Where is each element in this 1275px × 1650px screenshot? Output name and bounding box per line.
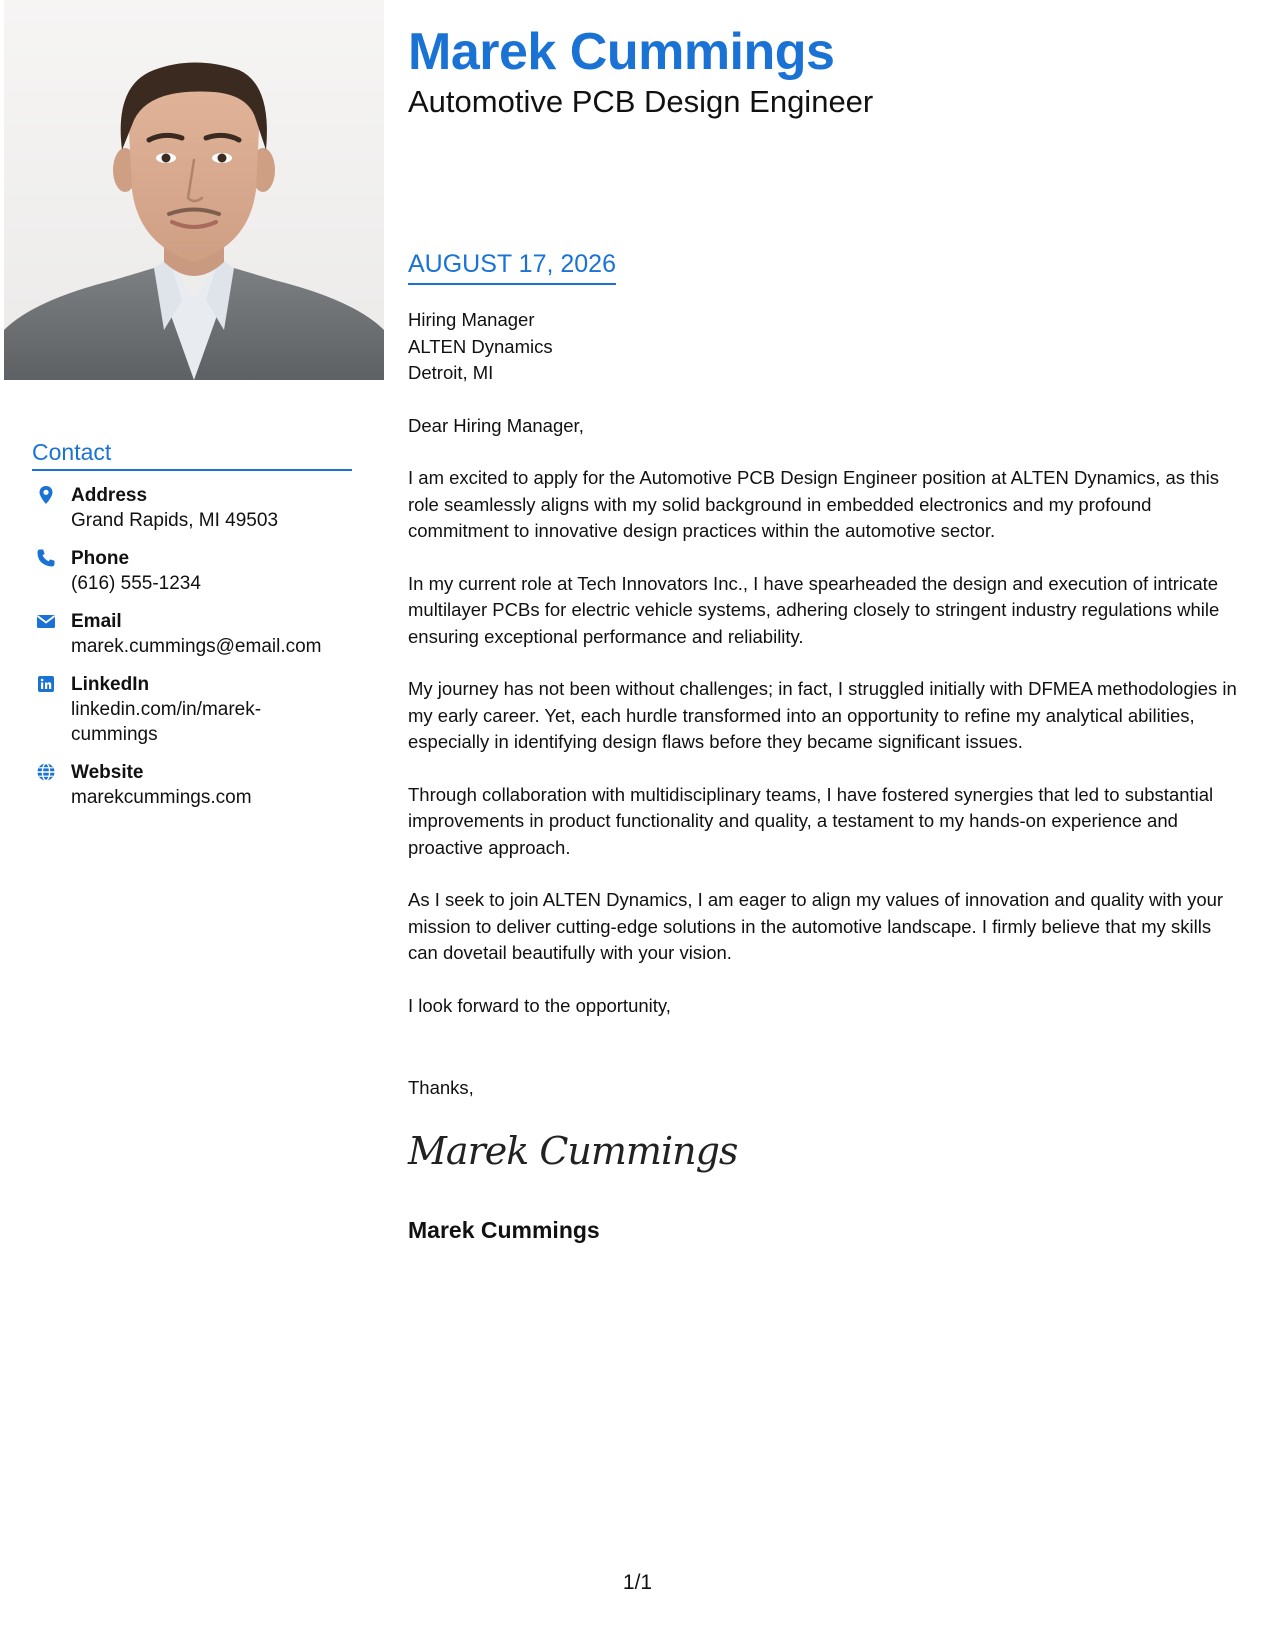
contact-item-website	[32, 760, 352, 810]
contact-section	[32, 437, 352, 823]
signature	[408, 1122, 738, 1180]
signature-text: Marek Cummings	[408, 1129, 738, 1173]
letter-paragraph: As I seek to join ALTEN Dynamics, I am eager to align my values of innovation and quality with your mission to deliver cutting-edge solutions in the automotive landscape. I firmly believe that my skills can dovetail beautifully with your vision.	[408, 889, 1224, 963]
letter-date: AUGUST 17, 2026	[408, 248, 616, 285]
salutation: Dear Hiring Manager,	[408, 414, 584, 436]
globe-icon	[36, 762, 56, 782]
contact-label: LinkedIn	[71, 674, 150, 695]
contact-item-email	[32, 609, 352, 659]
letter-paragraph: In my current role at Tech Innovators Inc., I have spearheaded the design and execution of intricate multilayer PCBs for electric vehicle systems, adhering closely to stringent industry regulations while ensuring exceptional performance and reliability.	[408, 572, 1220, 647]
job-title: Automotive PCB Design Engineer	[408, 84, 874, 119]
website-value[interactable]: marekcummings.com	[71, 787, 252, 808]
contact-label: Phone	[71, 548, 130, 569]
contact-item-phone	[32, 546, 352, 596]
email-value[interactable]: marek.cummings@email.com	[71, 636, 322, 657]
closing-block	[408, 1075, 474, 1101]
map-pin-icon	[36, 485, 56, 505]
contact-heading: Contact	[32, 437, 352, 471]
recipient-line: Hiring Manager	[408, 309, 535, 330]
email-icon	[36, 611, 56, 631]
contact-item-address	[32, 483, 352, 533]
page-number: 1/1	[622, 1571, 653, 1594]
letter-paragraph: I am excited to apply for the Automotive PCB Design Engineer position at ALTEN Dynamics, as this role seamlessly aligns with my solid background in embedded electronics and my profound commitment to innovative design practices within the automotive sector.	[408, 467, 1219, 541]
signed-name: Marek Cummings	[408, 1217, 600, 1243]
profile-photo	[4, 0, 384, 380]
letter-body	[408, 307, 1238, 1019]
address-value: Grand Rapids, MI 49503	[71, 510, 279, 531]
contact-label: Email	[71, 611, 122, 632]
recipient-block	[408, 307, 1238, 387]
letter-paragraph: Through collaboration with multidisciplinary teams, I have fostered synergies that led to substantial improvements in product functionality and quality, a testament to my hands-on experience and proactive approach.	[408, 783, 1214, 858]
closing: Thanks,	[408, 1077, 474, 1098]
contact-label: Website	[71, 762, 144, 783]
recipient-line: ALTEN Dynamics	[408, 335, 553, 357]
linkedin-icon	[36, 674, 56, 694]
recipient-line: Detroit, MI	[408, 362, 494, 383]
applicant-name: Marek Cummings	[408, 23, 835, 81]
linkedin-value[interactable]: linkedin.com/in/marek-cummings	[71, 699, 262, 745]
contact-item-linkedin	[32, 672, 352, 747]
contact-label: Address	[71, 485, 148, 506]
letter-paragraph: I look forward to the opportunity,	[408, 994, 671, 1016]
phone-value[interactable]: (616) 555-1234	[71, 573, 201, 594]
letter-paragraph: My journey has not been without challenges; in fact, I struggled initially with DFMEA methodologies in my early career. Yet, each hurdle transformed into an opportunity to refine my analytical abilities, especially in identifying design flaws before they became significant issues.	[408, 678, 1237, 752]
phone-icon	[36, 548, 56, 568]
